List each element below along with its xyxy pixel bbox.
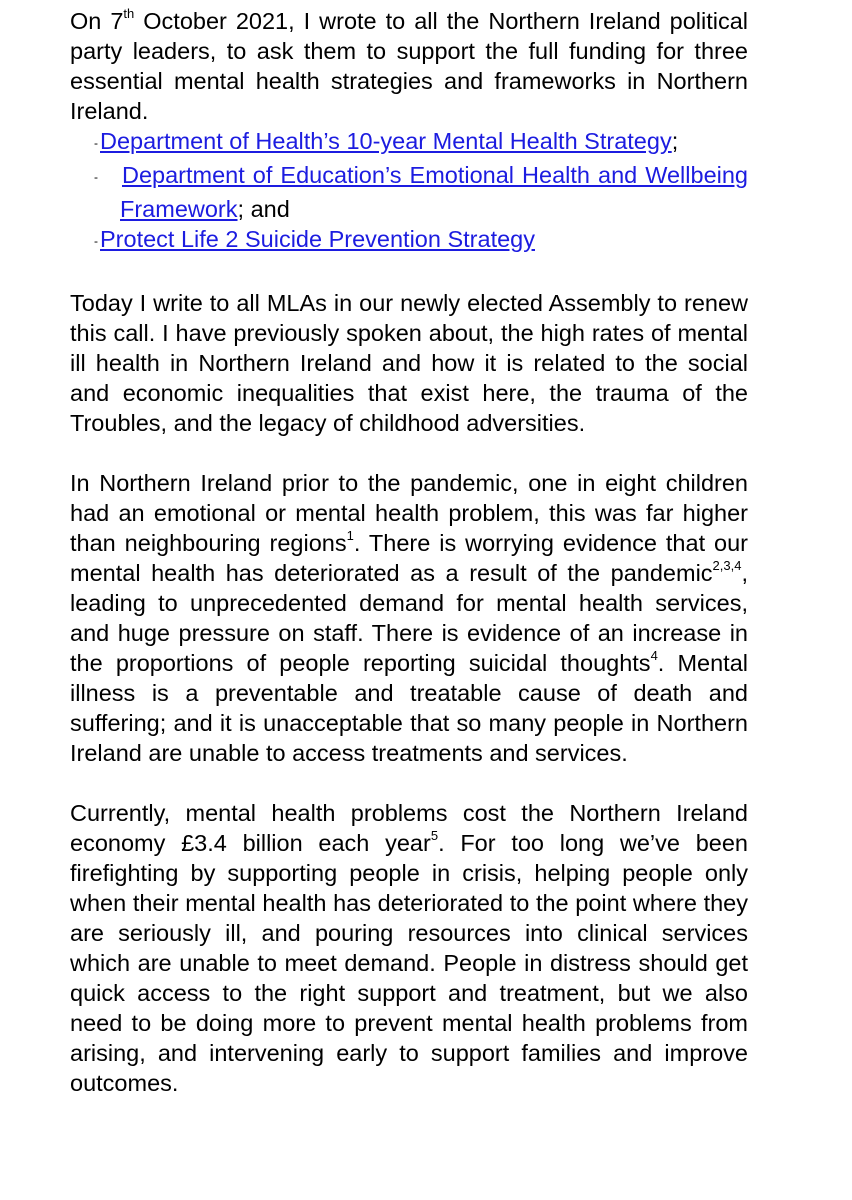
dash-bullet: - [94,170,98,184]
paragraph-text: In Northern Ireland prior to the pandemic, one in eight children had an emotional or mental health problem, this was far higher than neighbouring regions [70,470,748,556]
footnote-ref: 4 [650,648,658,664]
paragraph-text: . There is worrying evidence that our mental health has deteriorated as a result of the pandemic [70,530,749,586]
pandemic-paragraph [70,468,748,768]
paragraph-text: . Mental illness is a preventable and treatable cause of death and suffering; and it is unacceptable that so many people in Northern Ireland are unable to access treatments and services. [70,650,749,766]
paragraph-text: , leading to unprecedented demand for mental health services, and huge pressure on staff. There is evidence of an increase in the proportions of people reporting suicidal thoughts [70,560,748,676]
paragraph-text: . For too long we’ve been firefighting by supporting people in crisis, helping people only when their mental health has deteriorated to the point where they are seriously ill, and pouring resources into clinical services which are unable to meet demand. People in distress should get quick access to the right support and treatment, but we also need to be doing more to prevent mental health problems from arising, and intervening early to support families and improve outcomes. [70,830,748,1096]
intro-paragraph [70,6,748,126]
list-item [94,224,748,258]
mental-health-strategy-link[interactable]: Department of Health’s 10-year Mental Health Strategy [100,128,672,154]
list-item [94,160,748,224]
intro-text-start: On 7 [70,8,124,34]
ordinal-suffix: th [123,6,135,22]
footnote-ref: 1 [346,528,354,544]
suicide-prevention-strategy-link[interactable]: Protect Life 2 Suicide Prevention Strategy [100,226,535,252]
cost-paragraph [70,798,748,1098]
strategy-list [70,126,748,258]
list-item [94,126,748,160]
dash-bullet: - [94,234,98,248]
list-item-suffix: ; [671,128,679,154]
footnote-ref: 5 [430,828,439,844]
dash-bullet: - [94,136,98,150]
footnote-ref: 2,3,4 [712,558,742,574]
assembly-paragraph: Today I write to all MLAs in our newly elected Assembly to renew this call. I have previously spoken about, the high rates of mental ill health in Northern Ireland and how it is related to the social and economic inequalities that exist here, the trauma of the Troubles, and the legacy of childhood adversities. [70,290,748,436]
paragraph-text: Currently, mental health problems cost the Northern Ireland economy £3.4 billion each year [70,800,748,856]
intro-text-end: October 2021, I wrote to all the Northern Ireland political party leaders, to ask them to support the full funding for three essential mental health strategies and frameworks in Northern Ireland. [70,8,748,124]
letter-body [70,6,748,1098]
list-item-suffix: ; and [237,196,290,222]
wellbeing-framework-link[interactable]: Department of Education’s Emotional Health and Wellbeing Framework [120,162,748,222]
